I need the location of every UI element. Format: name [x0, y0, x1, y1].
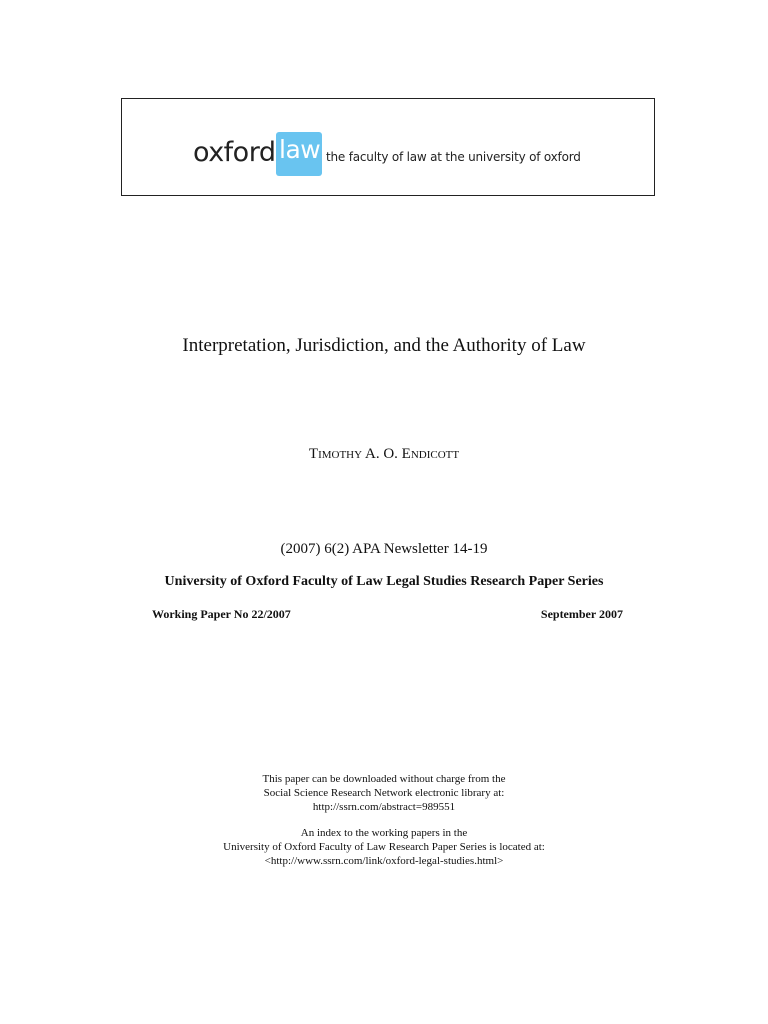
publication-date: September 2007: [540, 607, 623, 621]
citation: (2007) 6(2) APA Newsletter 14-19: [280, 541, 488, 557]
oxford-law-logo-banner: [121, 98, 655, 196]
index-notice: [0, 826, 768, 868]
download-notice-line: This paper can be downloaded without charge from the: [262, 773, 506, 785]
index-notice-line: University of Oxford Faculty of Law Research Paper Series is located at:: [223, 841, 545, 853]
paper-title: Interpretation, Jurisdiction, and the Authority of Law: [182, 335, 586, 356]
working-paper-number: Working Paper No 22/2007: [152, 607, 291, 621]
download-notice: [0, 772, 768, 814]
logo-oxford-text: oxford: [193, 137, 276, 168]
author-name: Timothy A. O. Endicott: [308, 446, 460, 462]
logo-tagline: the faculty of law at the university of oxford: [326, 150, 581, 164]
index-link[interactable]: <http://www.ssrn.com/link/oxford-legal-studies.html>: [264, 855, 504, 867]
download-notice-line: Social Science Research Network electronic library at:: [263, 787, 505, 799]
series-name: University of Oxford Faculty of Law Legal Studies Research Paper Series: [164, 574, 604, 589]
download-link[interactable]: http://ssrn.com/abstract=989551: [312, 801, 456, 813]
logo-law-badge: [276, 132, 322, 176]
index-notice-line: An index to the working papers in the: [300, 827, 468, 839]
logo-law-text: law: [279, 135, 321, 164]
